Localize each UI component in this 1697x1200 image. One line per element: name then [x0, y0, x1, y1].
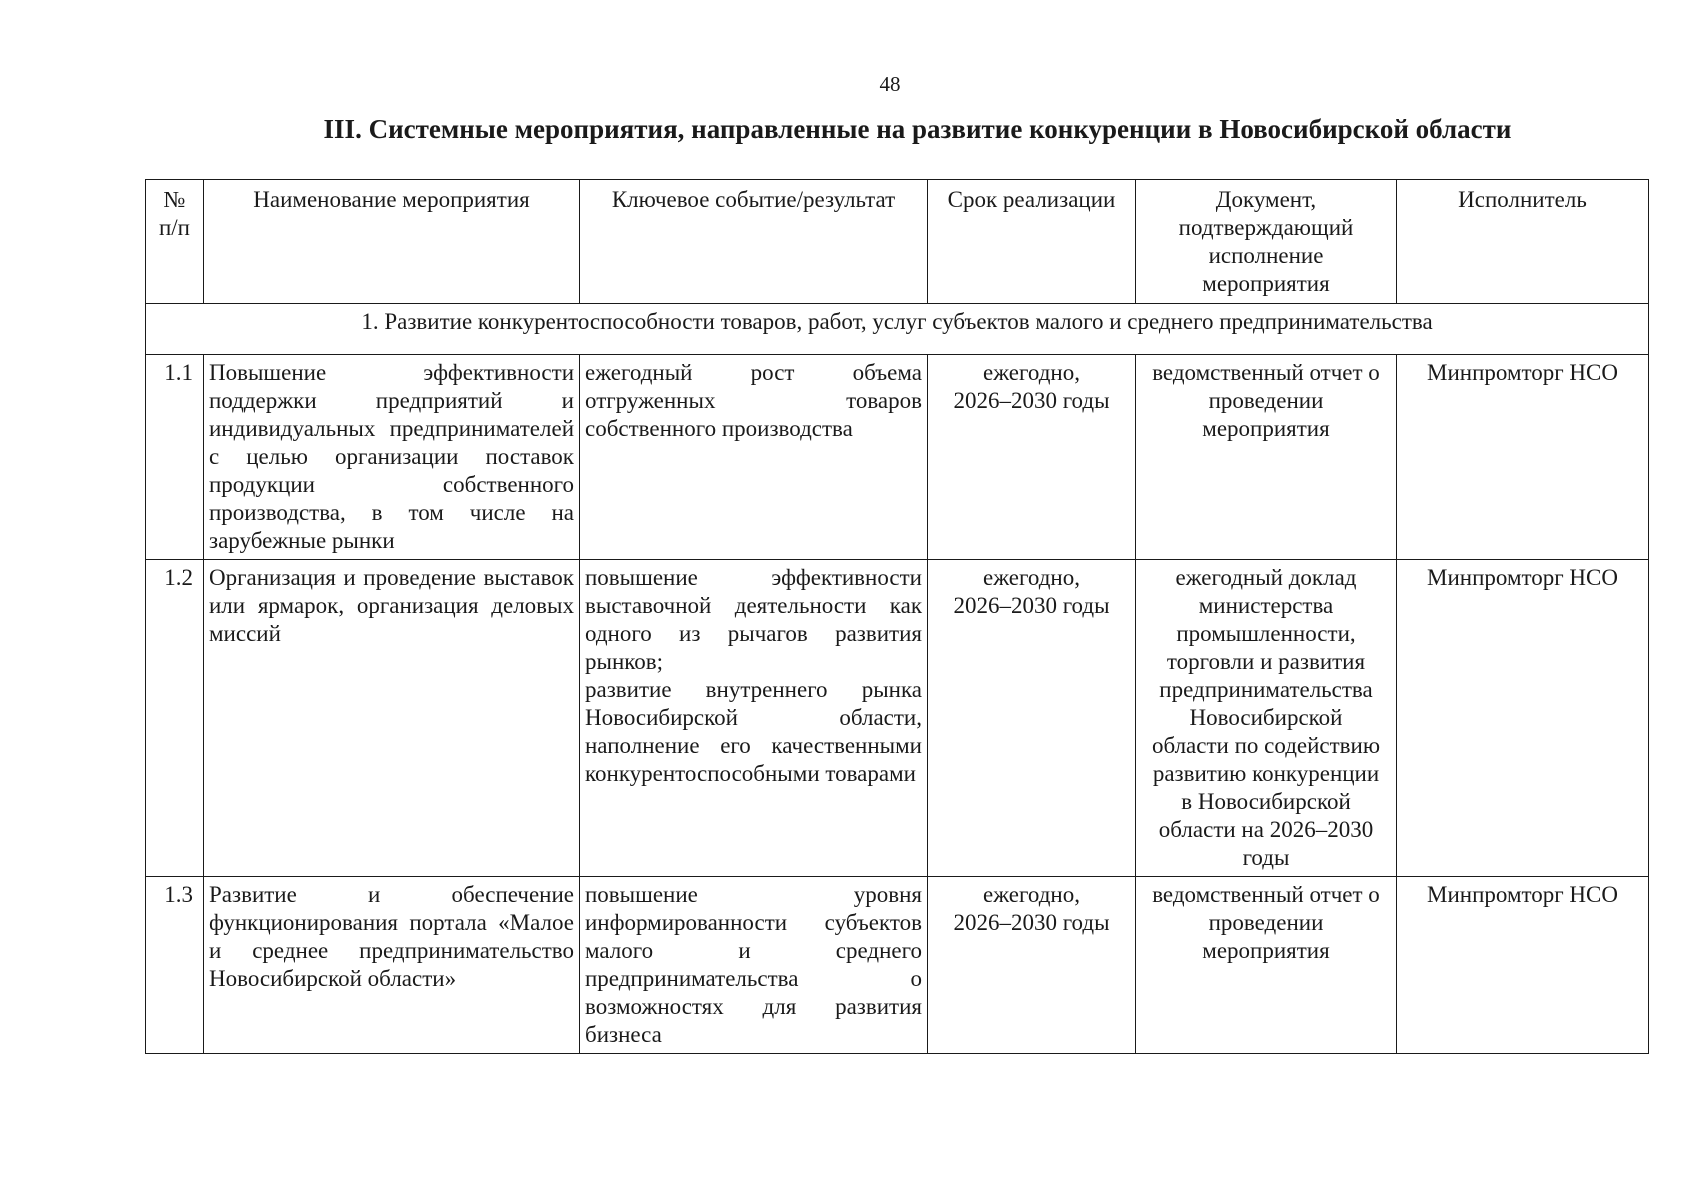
- row-executor: Минпромторг НСО: [1397, 560, 1649, 877]
- row-event: ежегодный рост объема отгруженных товаров собственного производства: [580, 355, 928, 560]
- row-executor: Минпромторг НСО: [1397, 877, 1649, 1054]
- row-event: повышение уровня информированности субъектов малого и среднего предпринимательства о возможностях для развития бизнеса: [580, 877, 928, 1054]
- header-name: Наименование мероприятия: [204, 180, 580, 304]
- section-title: 1. Развитие конкурентоспособности товаров, работ, услуг субъектов малого и среднего предпринимательства: [146, 304, 1649, 355]
- row-name: Повышение эффективности поддержки предприятий и индивидуальных предпринимателей с целью организации поставок продукции собственного производства, в том числе на зарубежные рынки: [204, 355, 580, 560]
- row-num: 1.2: [146, 560, 204, 877]
- row-document: ведомственный отчет о проведении мероприятия: [1136, 877, 1397, 1054]
- page-title: III. Системные мероприятия, направленные на развитие конкуренции в Новосибирской области: [323, 114, 1512, 144]
- table-row: [146, 355, 1649, 560]
- measures-table: [145, 179, 1649, 1054]
- header-executor: Исполнитель: [1397, 180, 1649, 304]
- row-executor: Минпромторг НСО: [1397, 355, 1649, 560]
- row-num: 1.1: [146, 355, 204, 560]
- row-term: ежегодно, 2026–2030 годы: [928, 355, 1136, 560]
- row-term: ежегодно, 2026–2030 годы: [928, 877, 1136, 1054]
- row-document: ежегодный доклад министерства промышленности, торговли и развития предпринимательства Новосибирской области по содействию развитию конкуренции в Новосибирской области на 2026–2030 годы: [1136, 560, 1397, 877]
- header-term: Срок реализации: [928, 180, 1136, 304]
- header-num: № п/п: [146, 180, 204, 304]
- row-name: Организация и проведение выставок или ярмарок, организация деловых миссий: [204, 560, 580, 877]
- page-number: 48: [879, 72, 901, 96]
- table-row: [146, 877, 1649, 1054]
- table-row: [146, 560, 1649, 877]
- row-event: повышение эффективности выставочной деятельности как одного из рычагов развития рынков; развитие внутреннего рынка Новосибирской области, наполнение его качественными конкурентоспособными товарами: [580, 560, 928, 877]
- row-term: ежегодно, 2026–2030 годы: [928, 560, 1136, 877]
- row-num: 1.3: [146, 877, 204, 1054]
- header-document: Документ, подтверждающий исполнение мероприятия: [1136, 180, 1397, 304]
- header-event: Ключевое событие/результат: [580, 180, 928, 304]
- table-header-row: [146, 180, 1649, 304]
- section-row: [146, 304, 1649, 355]
- row-name: Развитие и обеспечение функционирования портала «Малое и среднее предпринимательство Новосибирской области»: [204, 877, 580, 1054]
- row-document: ведомственный отчет о проведении мероприятия: [1136, 355, 1397, 560]
